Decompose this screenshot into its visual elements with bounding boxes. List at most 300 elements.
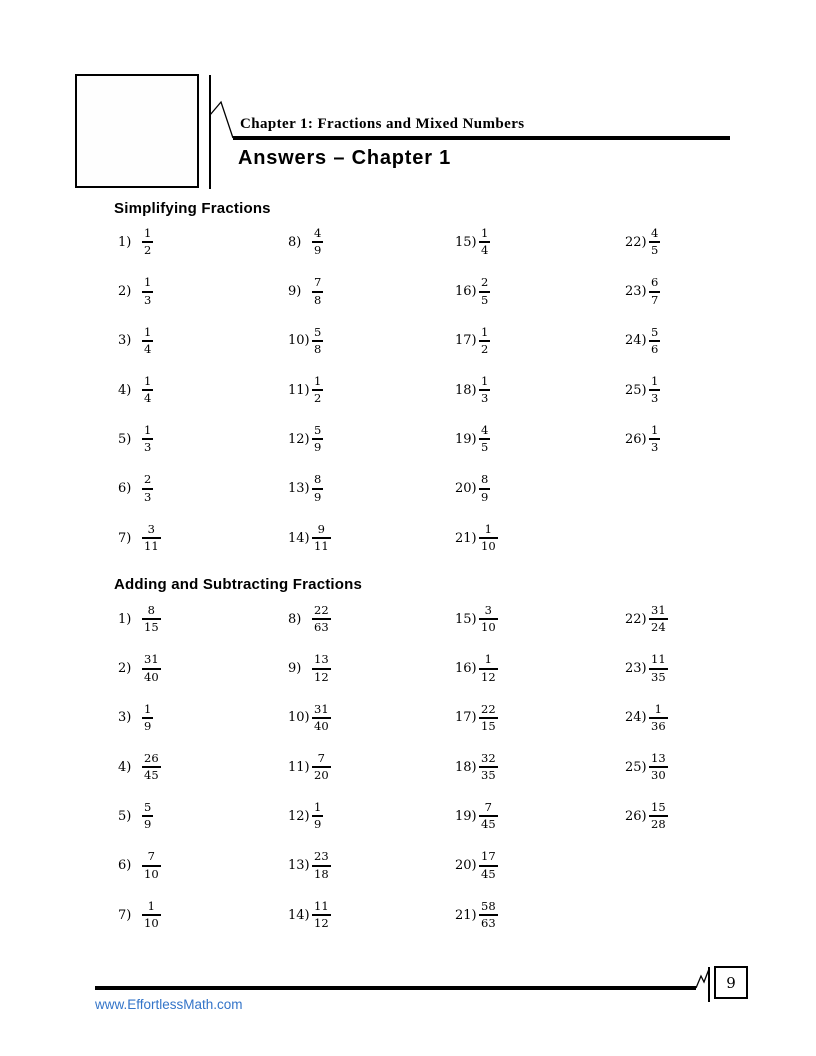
fraction-denominator: 24 — [651, 620, 666, 635]
answer-item-content — [288, 653, 331, 683]
fraction-numerator: 2 — [479, 276, 490, 292]
fraction-numerator: 31 — [649, 604, 668, 620]
answer-item-content — [625, 276, 660, 306]
fraction-numerator: 31 — [142, 653, 161, 669]
fraction-denominator: 2 — [314, 391, 322, 406]
fraction-denominator: 9 — [144, 817, 152, 832]
fraction-denominator: 10 — [144, 916, 159, 930]
answer-number: 1) — [118, 234, 132, 250]
answer-number: 6) — [118, 858, 132, 874]
answer-number: 19) — [455, 431, 477, 447]
answer-item — [455, 375, 625, 424]
fraction-numerator: 2 — [142, 473, 153, 489]
fraction-numerator: 9 — [312, 523, 331, 539]
answer-item-content — [455, 276, 490, 306]
answer-item-content — [455, 473, 490, 503]
fraction-denominator: 63 — [314, 620, 329, 635]
header-logo-box — [75, 74, 199, 188]
answer-item — [288, 900, 455, 949]
fraction-denominator: 40 — [314, 718, 329, 733]
answer-item-content — [118, 227, 153, 257]
answer-item-content — [288, 326, 323, 356]
fraction — [312, 604, 331, 634]
answer-number: 15) — [455, 234, 477, 250]
fraction — [479, 850, 498, 880]
fraction-denominator: 35 — [481, 768, 496, 783]
fraction — [649, 424, 660, 454]
answers-column — [288, 227, 455, 572]
answer-item-content — [288, 523, 331, 553]
fraction-numerator: 13 — [649, 752, 668, 768]
answer-number: 3) — [118, 333, 132, 349]
fraction — [142, 703, 153, 733]
answer-item-content — [288, 473, 323, 503]
fraction-denominator: 63 — [481, 916, 496, 930]
fraction — [142, 850, 161, 880]
fraction — [312, 653, 331, 683]
answer-item-content — [455, 375, 490, 405]
answer-item — [455, 227, 625, 276]
answer-number: 8) — [288, 234, 302, 250]
answer-item — [625, 227, 765, 276]
answer-item-content — [625, 227, 660, 257]
answer-item — [625, 801, 765, 850]
answer-number: 4) — [118, 382, 132, 398]
fraction-numerator: 11 — [312, 900, 331, 916]
answer-item — [118, 703, 288, 752]
fraction-denominator: 3 — [481, 391, 489, 406]
fraction-denominator: 45 — [144, 768, 159, 783]
fraction-numerator: 1 — [649, 424, 660, 440]
answer-item — [625, 276, 765, 325]
fraction-numerator: 7 — [479, 801, 498, 817]
answer-item-content — [288, 424, 323, 454]
answer-item — [455, 900, 625, 949]
fraction-numerator: 4 — [479, 424, 490, 440]
fraction — [142, 523, 161, 553]
fraction — [479, 375, 490, 405]
answers-grid-simplifying — [118, 227, 765, 572]
answer-item — [455, 850, 625, 899]
fraction — [312, 900, 331, 930]
answer-item-content — [118, 653, 161, 683]
header-vertical-divider — [209, 75, 211, 189]
answer-number: 4) — [118, 759, 132, 775]
answer-item-content — [455, 227, 490, 257]
answer-item — [625, 375, 765, 424]
fraction-denominator: 15 — [144, 620, 159, 635]
fraction-numerator: 17 — [479, 850, 498, 866]
fraction-numerator: 7 — [312, 276, 323, 292]
header-zigzag-icon — [210, 102, 233, 138]
answer-item-content — [455, 850, 498, 880]
fraction-denominator: 12 — [314, 916, 329, 930]
fraction-numerator: 23 — [312, 850, 331, 866]
answer-item-content — [455, 801, 498, 831]
answer-number: 2) — [118, 661, 132, 677]
answer-item-content — [455, 604, 498, 634]
answer-item — [288, 850, 455, 899]
answer-item — [118, 604, 288, 653]
fraction — [142, 326, 153, 356]
fraction-numerator: 1 — [312, 801, 323, 817]
fraction — [312, 424, 323, 454]
answer-item — [118, 801, 288, 850]
answer-item-content — [625, 604, 668, 634]
fraction-numerator: 8 — [479, 473, 490, 489]
fraction-numerator: 7 — [142, 850, 161, 866]
fraction — [479, 424, 490, 454]
answer-number: 18) — [455, 759, 477, 775]
answer-number: 23) — [625, 284, 647, 300]
fraction — [142, 375, 153, 405]
answer-item — [288, 326, 455, 375]
fraction — [312, 801, 323, 831]
website-link[interactable]: www.EffortlessMath.com — [95, 997, 243, 1012]
page-number: 9 — [726, 973, 736, 992]
answers-column — [625, 604, 765, 949]
answer-item-content — [455, 900, 498, 930]
fraction — [312, 850, 331, 880]
fraction-numerator: 5 — [312, 424, 323, 440]
fraction-denominator: 3 — [651, 440, 659, 455]
fraction — [479, 473, 490, 503]
answers-column — [455, 604, 625, 949]
fraction — [312, 227, 323, 257]
answer-item-content — [625, 326, 660, 356]
answer-item — [118, 276, 288, 325]
answer-item — [288, 276, 455, 325]
answer-number: 7) — [118, 530, 132, 546]
fraction-numerator: 13 — [312, 653, 331, 669]
fraction — [312, 703, 331, 733]
fraction — [649, 752, 668, 782]
answer-number: 12) — [288, 808, 310, 824]
answer-number: 6) — [118, 481, 132, 497]
fraction — [312, 523, 331, 553]
fraction-numerator: 1 — [142, 326, 153, 342]
fraction-denominator: 3 — [144, 292, 152, 307]
fraction-numerator: 22 — [312, 604, 331, 620]
answer-item — [118, 375, 288, 424]
answer-number: 20) — [455, 481, 477, 497]
answer-number: 1) — [118, 611, 132, 627]
fraction — [142, 276, 153, 306]
answer-item-content — [118, 703, 153, 733]
answer-number: 11) — [288, 759, 310, 775]
answer-number: 5) — [118, 431, 132, 447]
section-title-adding-subtracting-fractions: Adding and Subtracting Fractions — [114, 576, 363, 593]
fraction-numerator: 1 — [649, 703, 668, 719]
fraction-numerator: 7 — [312, 752, 331, 768]
footer-vertical-divider — [708, 967, 710, 1002]
fraction-denominator: 9 — [314, 489, 322, 504]
answer-item — [288, 653, 455, 702]
answers-column — [118, 227, 288, 572]
fraction — [649, 375, 660, 405]
answer-item-content — [625, 653, 668, 683]
answer-number: 25) — [625, 759, 647, 775]
answer-number: 22) — [625, 234, 647, 250]
answer-item — [625, 653, 765, 702]
answer-item — [118, 523, 288, 572]
fraction-numerator: 4 — [649, 227, 660, 243]
answer-item-content — [625, 801, 668, 831]
answer-item — [118, 850, 288, 899]
fraction — [142, 227, 153, 257]
fraction-numerator: 1 — [312, 375, 323, 391]
fraction-numerator: 1 — [479, 653, 498, 669]
answer-item — [455, 703, 625, 752]
fraction-denominator: 10 — [144, 866, 159, 881]
answer-item — [455, 326, 625, 375]
answers-column — [455, 227, 625, 572]
answer-number: 9) — [288, 284, 302, 300]
answer-item — [118, 752, 288, 801]
fraction-denominator: 12 — [314, 669, 329, 684]
answer-item-content — [118, 604, 161, 634]
fraction — [649, 326, 660, 356]
fraction — [649, 276, 660, 306]
answer-number: 20) — [455, 858, 477, 874]
fraction-denominator: 45 — [481, 817, 496, 832]
fraction — [142, 424, 153, 454]
answer-item — [455, 523, 625, 572]
answer-item — [625, 604, 765, 653]
fraction-denominator: 9 — [314, 440, 322, 455]
answer-number: 15) — [455, 611, 477, 627]
fraction-numerator: 32 — [479, 752, 498, 768]
page-number-box — [714, 966, 748, 999]
fraction-denominator: 6 — [651, 341, 659, 356]
answer-item-content — [455, 703, 498, 733]
answer-number: 19) — [455, 808, 477, 824]
fraction-numerator: 1 — [142, 900, 161, 916]
fraction — [312, 752, 331, 782]
fraction-denominator: 3 — [144, 489, 152, 504]
section-title-simplifying-fractions: Simplifying Fractions — [114, 200, 271, 217]
answer-item-content — [288, 227, 323, 257]
answer-item — [455, 424, 625, 473]
answer-item — [118, 227, 288, 276]
fraction — [142, 752, 161, 782]
fraction-numerator: 1 — [649, 375, 660, 391]
answer-item — [625, 424, 765, 473]
answer-item — [118, 424, 288, 473]
fraction — [649, 227, 660, 257]
answer-item — [455, 473, 625, 522]
fraction — [479, 523, 498, 553]
answer-item-content — [118, 900, 161, 930]
answer-item — [288, 703, 455, 752]
fraction — [479, 801, 498, 831]
answer-item — [118, 900, 288, 949]
answer-item-content — [118, 424, 153, 454]
answer-number: 21) — [455, 530, 477, 546]
fraction-denominator: 9 — [314, 243, 322, 258]
answer-item — [625, 703, 765, 752]
answer-number: 16) — [455, 284, 477, 300]
fraction-denominator: 10 — [481, 620, 496, 635]
answer-item-content — [288, 752, 331, 782]
answer-number: 16) — [455, 661, 477, 677]
answer-item — [288, 801, 455, 850]
fraction-denominator: 40 — [144, 669, 159, 684]
answer-item-content — [625, 703, 668, 733]
fraction — [312, 375, 323, 405]
answer-item-content — [288, 703, 331, 733]
answer-item — [118, 326, 288, 375]
answer-number: 3) — [118, 710, 132, 726]
fraction-denominator: 11 — [314, 539, 329, 553]
fraction-numerator: 1 — [479, 326, 490, 342]
fraction — [142, 801, 153, 831]
answer-item — [118, 653, 288, 702]
fraction-numerator: 1 — [479, 375, 490, 391]
answer-number: 13) — [288, 858, 310, 874]
answers-column — [118, 604, 288, 949]
fraction — [479, 604, 498, 634]
fraction — [479, 227, 490, 257]
fraction-denominator: 20 — [314, 768, 329, 783]
fraction — [649, 653, 668, 683]
answers-column — [625, 227, 765, 572]
fraction-denominator: 4 — [481, 243, 489, 258]
fraction-denominator: 2 — [144, 243, 152, 258]
answer-number: 10) — [288, 710, 310, 726]
answer-number: 24) — [625, 710, 647, 726]
answer-item-content — [288, 801, 323, 831]
fraction-numerator: 1 — [142, 703, 153, 719]
fraction-denominator: 30 — [651, 768, 666, 783]
answer-item-content — [288, 276, 323, 306]
fraction — [479, 703, 498, 733]
fraction-denominator: 10 — [481, 539, 496, 553]
answer-item-content — [288, 604, 331, 634]
fraction-denominator: 36 — [651, 718, 666, 733]
answer-item — [288, 604, 455, 653]
fraction-numerator: 58 — [479, 900, 498, 916]
fraction — [312, 326, 323, 356]
fraction — [479, 752, 498, 782]
fraction-numerator: 1 — [479, 227, 490, 243]
fraction — [142, 473, 153, 503]
answer-number: 26) — [625, 808, 647, 824]
answer-number: 24) — [625, 333, 647, 349]
fraction-denominator: 11 — [144, 539, 159, 553]
fraction — [649, 604, 668, 634]
answer-item — [455, 801, 625, 850]
answer-number: 2) — [118, 284, 132, 300]
fraction — [649, 801, 668, 831]
answer-number: 25) — [625, 382, 647, 398]
fraction-denominator: 8 — [314, 341, 322, 356]
answer-number: 13) — [288, 481, 310, 497]
fraction-denominator: 3 — [144, 440, 152, 455]
answer-item — [288, 424, 455, 473]
fraction-numerator: 1 — [142, 227, 153, 243]
answer-item-content — [118, 523, 161, 553]
answer-number: 21) — [455, 907, 477, 923]
fraction-numerator: 8 — [142, 604, 161, 620]
answer-item-content — [118, 326, 153, 356]
answer-number: 22) — [625, 611, 647, 627]
answer-number: 17) — [455, 333, 477, 349]
page-title: Answers – Chapter 1 — [238, 147, 452, 169]
answer-item-content — [625, 375, 660, 405]
fraction — [479, 900, 498, 930]
fraction-numerator: 6 — [649, 276, 660, 292]
answer-item — [625, 326, 765, 375]
answer-number: 7) — [118, 907, 132, 923]
fraction-denominator: 8 — [314, 292, 322, 307]
fraction-denominator: 5 — [651, 243, 659, 258]
fraction — [479, 653, 498, 683]
answer-item-content — [118, 375, 153, 405]
answer-item-content — [118, 752, 161, 782]
fraction-numerator: 4 — [312, 227, 323, 243]
fraction-denominator: 15 — [481, 718, 496, 733]
fraction-denominator: 12 — [481, 669, 496, 684]
fraction-denominator: 28 — [651, 817, 666, 832]
fraction-denominator: 9 — [481, 489, 489, 504]
answer-item — [288, 752, 455, 801]
answer-item — [455, 752, 625, 801]
fraction — [479, 276, 490, 306]
fraction-denominator: 5 — [481, 440, 489, 455]
fraction — [649, 703, 668, 733]
answer-item-content — [455, 424, 490, 454]
answer-number: 12) — [288, 431, 310, 447]
fraction — [142, 900, 161, 930]
fraction-numerator: 1 — [142, 375, 153, 391]
fraction-numerator: 11 — [649, 653, 668, 669]
fraction-numerator: 22 — [479, 703, 498, 719]
footer-rule — [95, 986, 696, 990]
chapter-label: Chapter 1: Fractions and Mixed Numbers — [240, 116, 525, 132]
fraction-numerator: 5 — [649, 326, 660, 342]
fraction-denominator: 5 — [481, 292, 489, 307]
fraction-denominator: 9 — [144, 718, 152, 733]
answer-item-content — [288, 850, 331, 880]
fraction-denominator: 18 — [314, 866, 329, 881]
fraction — [142, 604, 161, 634]
answer-item-content — [455, 523, 498, 553]
fraction-numerator: 1 — [142, 424, 153, 440]
answer-item-content — [625, 424, 660, 454]
fraction-numerator: 1 — [142, 276, 153, 292]
answer-item — [455, 276, 625, 325]
fraction-numerator: 31 — [312, 703, 331, 719]
answer-number: 17) — [455, 710, 477, 726]
answer-item — [288, 473, 455, 522]
fraction-numerator: 26 — [142, 752, 161, 768]
fraction — [312, 473, 323, 503]
answer-item-content — [118, 850, 161, 880]
answer-item-content — [455, 653, 498, 683]
fraction-numerator: 15 — [649, 801, 668, 817]
answer-item — [288, 227, 455, 276]
answers-column — [288, 604, 455, 949]
answer-item — [288, 375, 455, 424]
answer-number: 14) — [288, 530, 310, 546]
fraction-numerator: 3 — [142, 523, 161, 539]
fraction — [142, 653, 161, 683]
answer-number: 23) — [625, 661, 647, 677]
fraction-denominator: 35 — [651, 669, 666, 684]
answer-item — [625, 752, 765, 801]
answer-item-content — [625, 752, 668, 782]
